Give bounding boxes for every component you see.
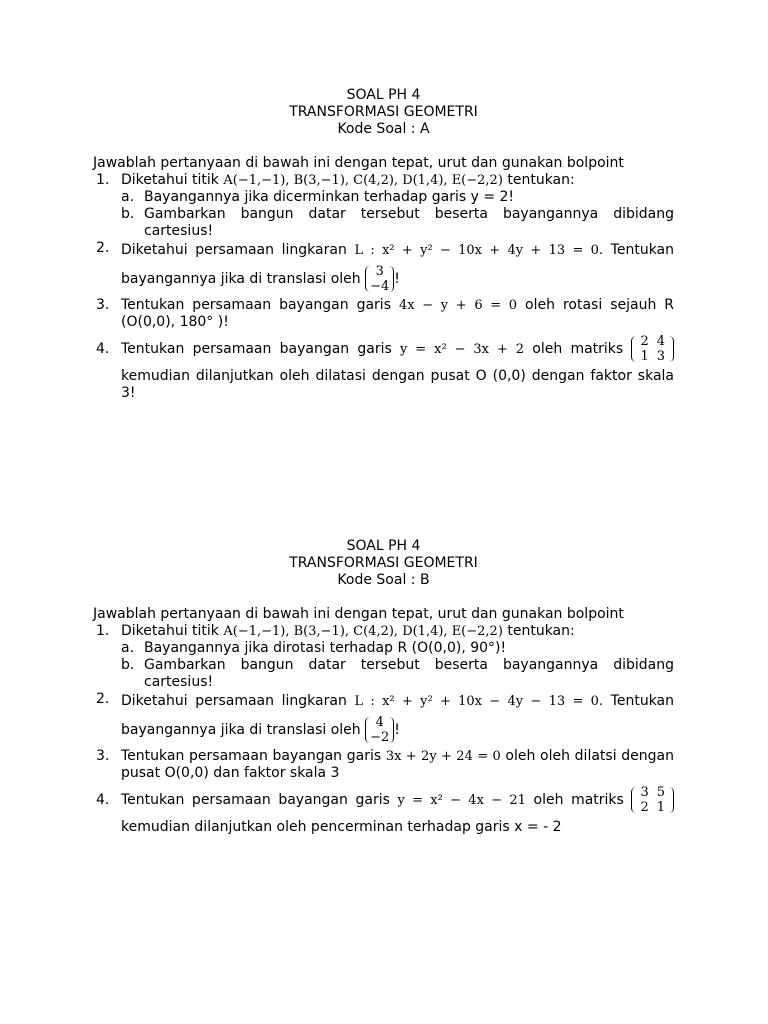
sub-label: a.	[121, 640, 135, 656]
sub-label: a.	[121, 189, 135, 205]
translation-vector	[365, 264, 394, 294]
vector-y: −2	[370, 730, 390, 745]
sub-text: Bayangannya jika dirotasi terhadap R (O(0,0), 90°)!	[144, 640, 507, 656]
sub-text: Bayangannya jika dicerminkan terhadap garis y = 2!	[144, 189, 515, 205]
circle-equation: L : x² + y² + 10x − 4y − 13 = 0.	[354, 694, 604, 709]
question-4	[93, 782, 674, 836]
section-code: Kode Soal : A	[337, 121, 430, 137]
section-subtitle: TRANSFORMASI GEOMETRI	[289, 104, 478, 120]
question-text: !	[394, 271, 400, 287]
question-text: Diketahui persamaan lingkaran	[121, 242, 347, 258]
sub-text: Gambarkan bangun datar tersebut beserta bayangannya dibidang cartesius!	[144, 657, 674, 690]
points-list: A(−1,−1), B(3,−1), C(4,2), D(1,4), E(−2,2)	[223, 624, 503, 639]
instructions: Jawablah pertanyaan di bawah ini dengan tepat, urut dan gunakan bolpoint	[93, 606, 624, 622]
curve-equation: y = x² − 3x + 2	[400, 342, 525, 357]
question-3	[93, 297, 674, 331]
question-number: 4.	[96, 792, 110, 808]
matrix-cell: 3	[640, 785, 649, 800]
vector-y: −4	[370, 279, 390, 294]
transformation-matrix	[631, 785, 674, 815]
question-1	[93, 172, 674, 240]
question-text: oleh matriks	[533, 792, 624, 808]
sub-question-a	[121, 189, 674, 206]
matrix-cell: 2	[640, 800, 649, 815]
question-text: bayangannya jika di translasi oleh	[121, 722, 361, 738]
question-text: oleh matriks	[532, 341, 624, 357]
question-number: 1.	[96, 623, 110, 639]
exam-section-a	[93, 87, 674, 402]
section-title: SOAL PH 4	[346, 87, 421, 103]
question-3	[93, 748, 674, 782]
line-equation: 4x − y + 6 = 0	[398, 298, 518, 313]
sub-label: b.	[121, 206, 135, 222]
matrix-cell: 5	[656, 785, 665, 800]
question-text: bayangannya jika di translasi oleh	[121, 271, 361, 287]
question-2	[93, 240, 674, 297]
translation-vector	[365, 715, 394, 745]
question-4	[93, 331, 674, 402]
question-number: 1.	[96, 172, 110, 188]
question-text: kemudian dilanjutkan oleh pencerminan terhadap garis x = - 2	[121, 819, 562, 835]
question-text: Tentukan persamaan bayangan garis	[121, 341, 392, 357]
points-list: A(−1,−1), B(3,−1), C(4,2), D(1,4), E(−2,2)	[223, 173, 503, 188]
question-number: 4.	[96, 341, 110, 357]
matrix-cell: 2	[640, 334, 649, 349]
question-text: Diketahui titik	[121, 172, 219, 188]
sub-question-a	[121, 640, 674, 657]
instructions: Jawablah pertanyaan di bawah ini dengan tepat, urut dan gunakan bolpoint	[93, 155, 624, 171]
matrix-cell: 1	[656, 800, 665, 815]
question-text: Tentukan persamaan bayangan garis	[121, 792, 390, 808]
sub-label: b.	[121, 657, 135, 673]
section-code: Kode Soal : B	[337, 572, 430, 588]
question-text: Tentukan	[610, 242, 675, 258]
transformation-matrix	[631, 334, 674, 364]
question-number: 2.	[96, 691, 110, 707]
circle-equation: L : x² + y² − 10x + 4y + 13 = 0.	[354, 243, 604, 258]
question-text: Diketahui titik	[121, 623, 219, 639]
question-2	[93, 691, 674, 748]
sub-question-b	[121, 206, 674, 240]
sub-text: Gambarkan bangun datar tersebut beserta bayangannya dibidang cartesius!	[144, 206, 674, 239]
section-title: SOAL PH 4	[346, 538, 421, 554]
matrix-cell: 4	[656, 334, 666, 349]
sub-question-b	[121, 657, 674, 691]
exam-section-b	[93, 538, 674, 836]
question-text: Diketahui persamaan lingkaran	[121, 693, 347, 709]
line-equation: 3x + 2y + 24 = 0	[385, 749, 501, 764]
question-text: Tentukan	[610, 693, 675, 709]
section-subtitle: TRANSFORMASI GEOMETRI	[289, 555, 478, 571]
question-text: !	[394, 722, 400, 738]
question-text: tentukan:	[507, 623, 575, 639]
matrix-cell: 1	[640, 349, 649, 364]
vector-x: 4	[375, 715, 384, 730]
question-text: Tentukan persamaan bayangan garis	[121, 297, 391, 313]
question-number: 3.	[96, 297, 110, 313]
question-text: oleh rotasi sejauh R (O(0,0), 180° )!	[121, 297, 675, 330]
question-number: 2.	[96, 240, 110, 256]
vector-x: 3	[375, 264, 384, 279]
question-number: 3.	[96, 748, 110, 764]
curve-equation: y = x² − 4x − 21	[397, 793, 526, 808]
question-text: tentukan:	[507, 172, 575, 188]
question-1	[93, 623, 674, 691]
question-text: oleh oleh dilatsi dengan pusat O(0,0) dan faktor skala 3	[121, 748, 674, 781]
question-text: Tentukan persamaan bayangan garis	[121, 748, 382, 764]
matrix-cell: 3	[656, 349, 666, 364]
question-text: kemudian dilanjutkan oleh dilatasi dengan pusat O (0,0) dengan faktor skala 3!	[121, 368, 674, 401]
